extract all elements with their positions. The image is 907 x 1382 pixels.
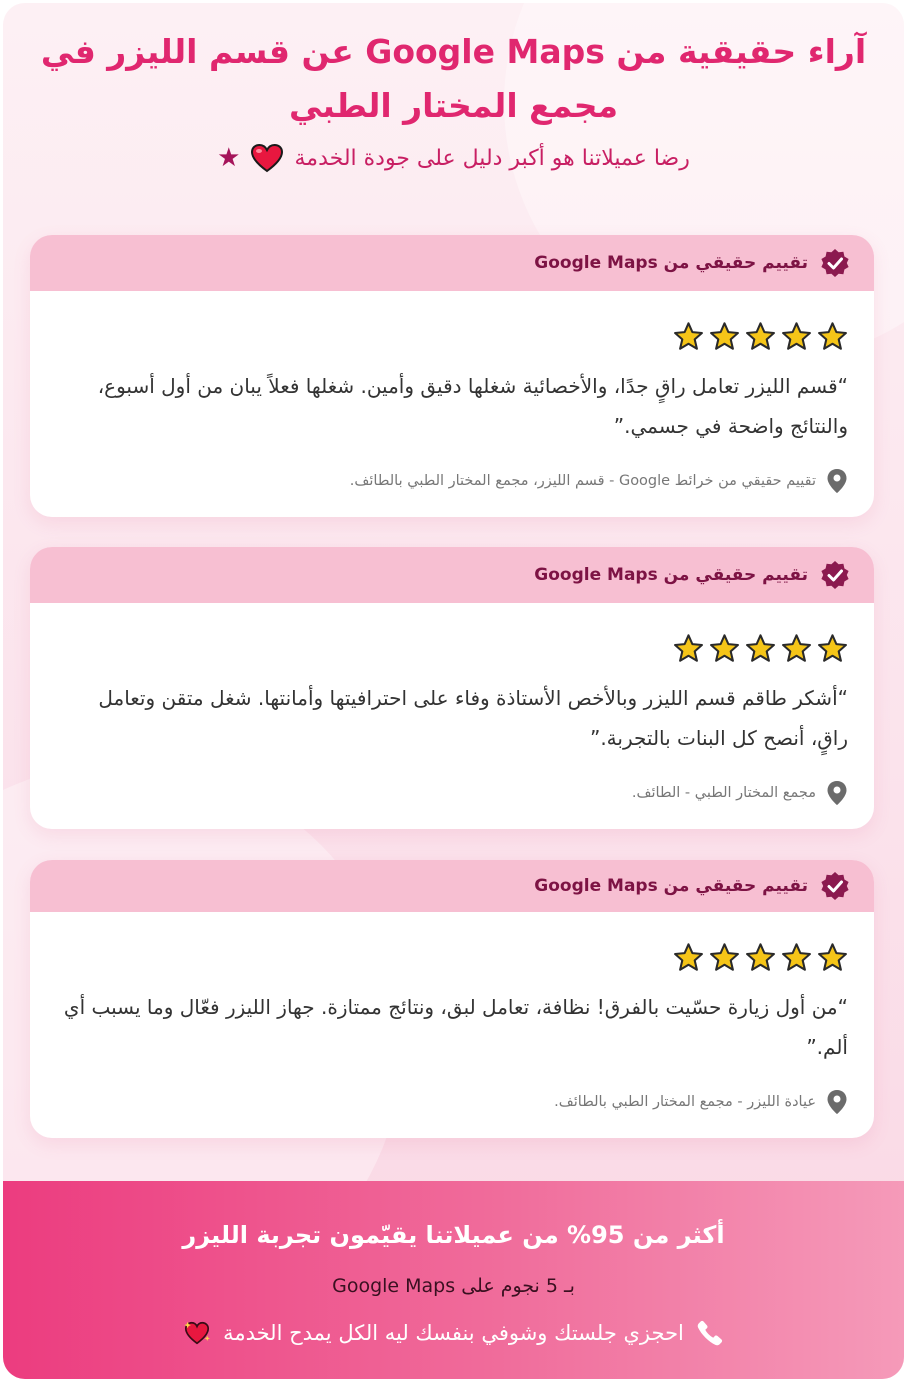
phone-icon xyxy=(696,1319,724,1347)
review-card-header xyxy=(30,235,874,291)
review-quote: “أشكر طاقم قسم الليزر وبالأخص الأستاذة وفاء على احترافيتها وأمانتها. شغل متقن وتعامل راقٍ، أنصح كل البنات بالتجربة.” xyxy=(98,686,848,750)
star-icon xyxy=(817,633,848,664)
cta-banner xyxy=(3,1181,904,1379)
review-card xyxy=(30,547,874,829)
review-source-label: تقييم حقيقي من Google Maps xyxy=(534,876,808,896)
review-source-text: عيادة الليزر - مجمع المختار الطبي بالطائف. xyxy=(554,1094,816,1110)
subtitle-row xyxy=(3,143,904,173)
star-icon: ★ xyxy=(217,143,241,173)
booking-link[interactable] xyxy=(3,1319,904,1347)
page xyxy=(3,3,904,1379)
review-source xyxy=(30,468,874,494)
star-icon xyxy=(781,633,812,664)
star-icon xyxy=(817,942,848,973)
verified-badge-icon xyxy=(820,560,850,590)
star-icon xyxy=(745,321,776,352)
header xyxy=(3,25,904,173)
review-card xyxy=(30,235,874,517)
star-icon xyxy=(673,321,704,352)
location-pin-icon xyxy=(826,468,848,494)
review-quote: “من أول زيارة حسّيت بالفرق! نظافة، تعامل لبق، ونتائج ممتازة. جهاز الليزر فعّال وما يسبب أي ألم.” xyxy=(63,995,848,1059)
location-pin-icon xyxy=(826,780,848,806)
cta-title: أكثر من 95% من عميلاتنا يقيّمون تجربة الليزر xyxy=(182,1221,725,1249)
star-icon xyxy=(673,633,704,664)
review-source-text: تقييم حقيقي من خرائط Google - قسم الليزر، مجمع المختار الطبي بالطائف. xyxy=(349,473,816,489)
verified-badge-icon xyxy=(820,248,850,278)
cta-subtitle: بـ 5 نجوم على Google Maps xyxy=(332,1275,575,1297)
review-card xyxy=(30,860,874,1138)
rating-stars xyxy=(30,942,874,973)
review-source-text: مجمع المختار الطبي - الطائف. xyxy=(631,785,816,801)
red-heart-icon xyxy=(250,143,284,173)
rating-stars xyxy=(30,321,874,352)
review-card-header xyxy=(30,860,874,912)
review-source-label: تقييم حقيقي من Google Maps xyxy=(534,253,808,273)
verified-badge-icon xyxy=(820,871,850,901)
review-source xyxy=(30,1089,874,1115)
location-pin-icon xyxy=(826,1089,848,1115)
star-icon xyxy=(745,942,776,973)
review-source-label: تقييم حقيقي من Google Maps xyxy=(534,565,808,585)
review-source xyxy=(30,780,874,806)
star-icon xyxy=(709,633,740,664)
star-icon xyxy=(709,942,740,973)
rating-stars xyxy=(30,633,874,664)
star-icon xyxy=(781,321,812,352)
star-icon xyxy=(745,633,776,664)
subtitle-text: رضا عميلاتنا هو أكبر دليل على جودة الخدمة xyxy=(294,145,690,171)
star-icon xyxy=(781,942,812,973)
review-card-header xyxy=(30,547,874,603)
booking-link-text: احجزي جلستك وشوفي بنفسك ليه الكل يمدح الخدمة xyxy=(223,1321,684,1345)
star-icon xyxy=(673,942,704,973)
star-icon xyxy=(709,321,740,352)
page-title: آراء حقيقية من Google Maps عن قسم الليزر في مجمع المختار الطبي xyxy=(40,32,867,125)
review-quote: “قسم الليزر تعامل راقٍ جدًا، والأخصائية شغلها دقيق وأمين. شغلها فعلاً يبان من أول أسبوع، والنتائج واضحة في جسمي.” xyxy=(97,374,848,438)
star-icon xyxy=(817,321,848,352)
sparkling-heart-icon xyxy=(183,1319,211,1347)
